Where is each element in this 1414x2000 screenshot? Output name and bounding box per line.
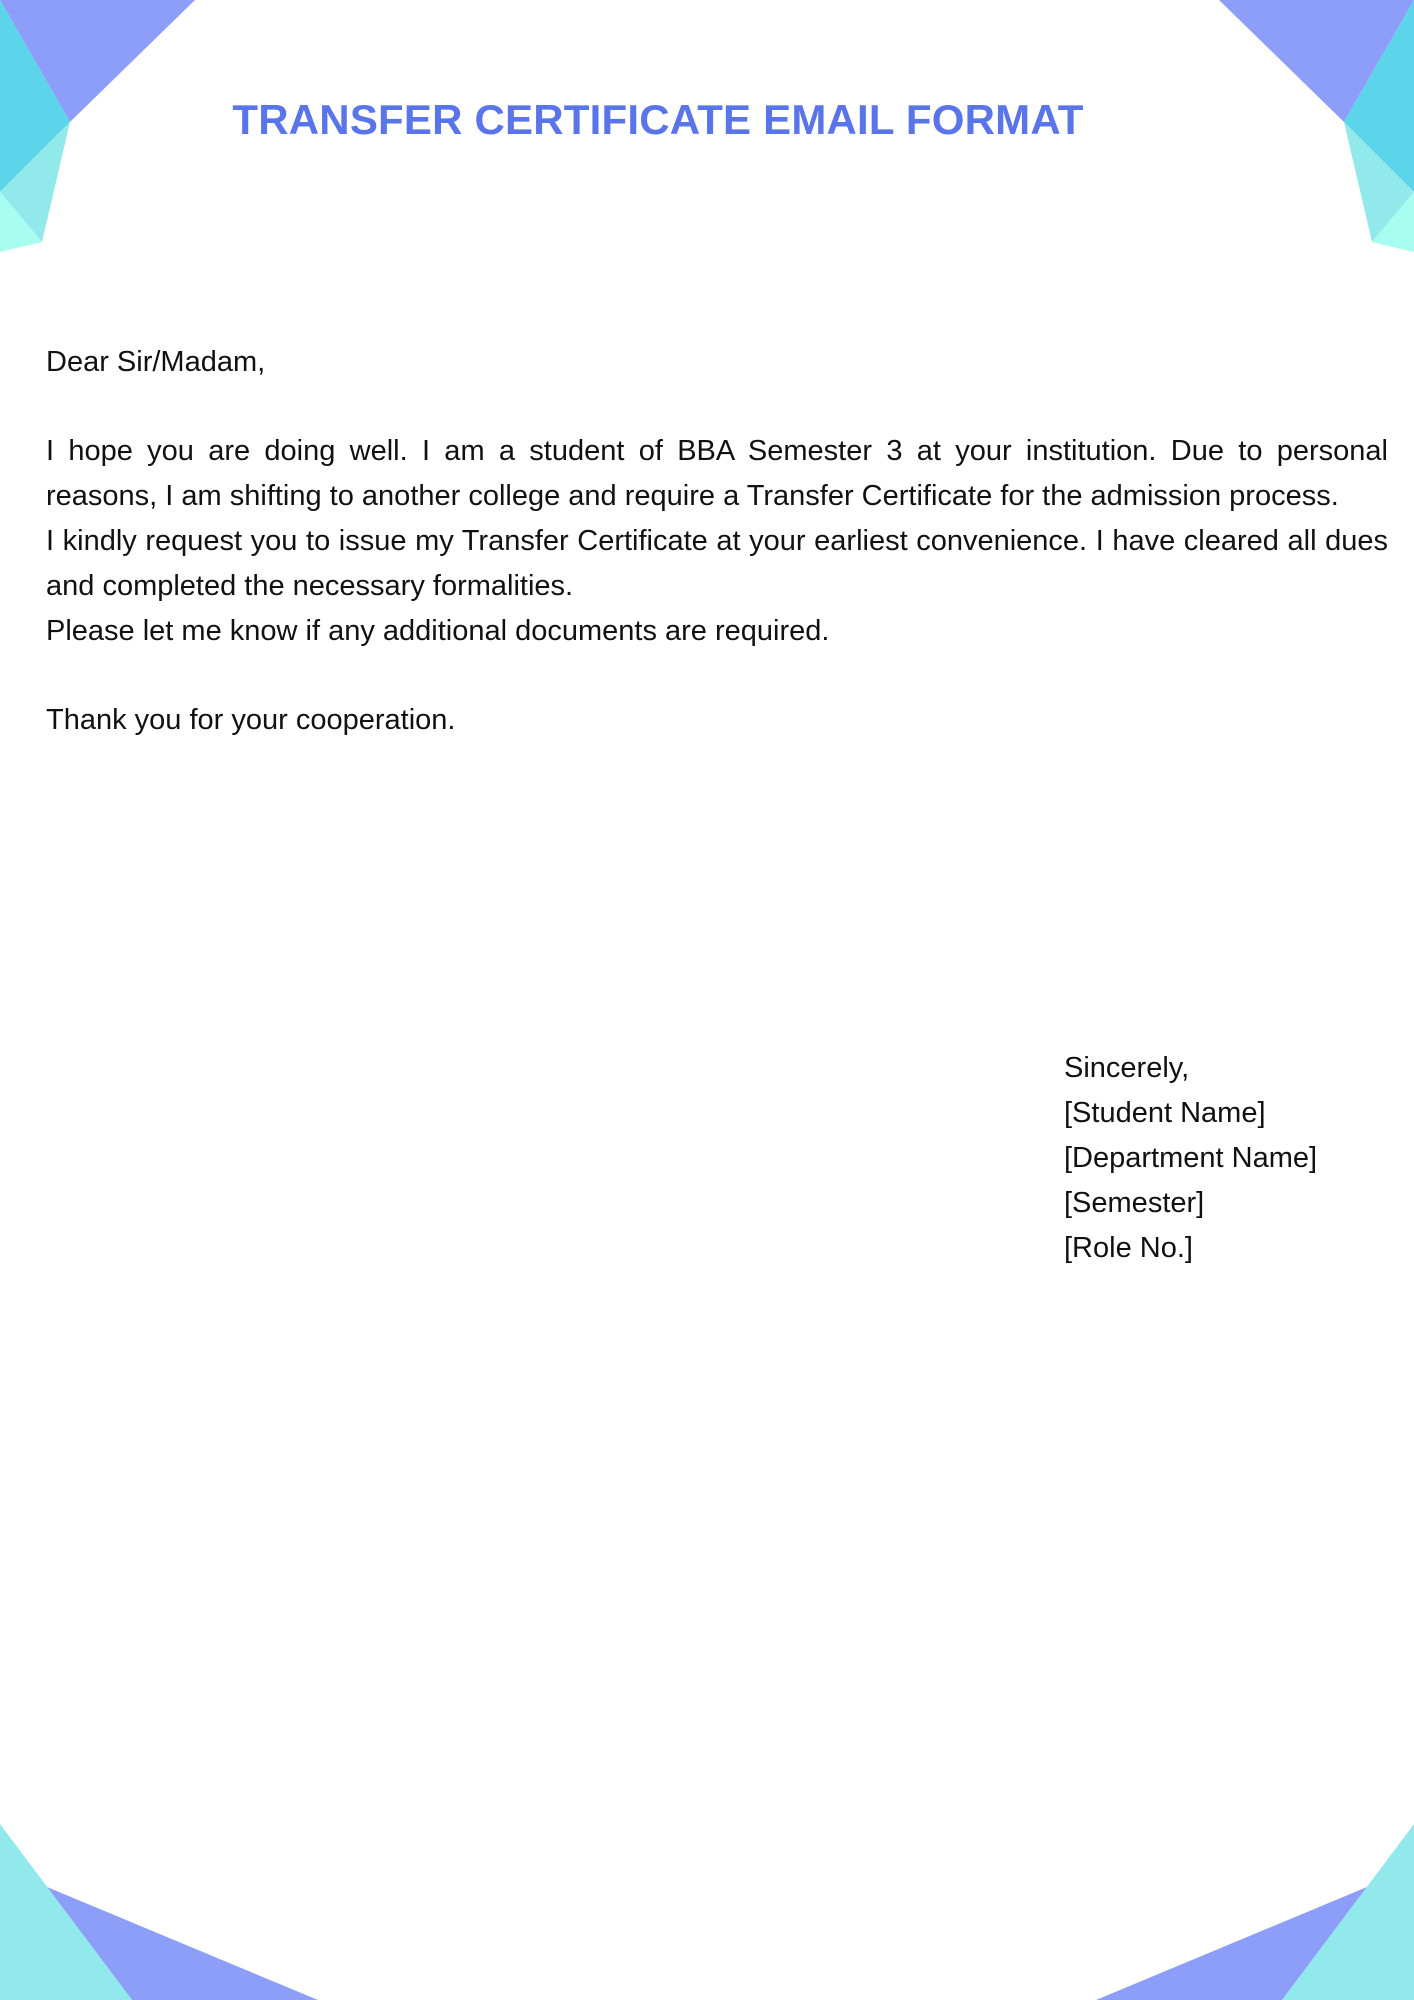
department-name: [Department Name] <box>1064 1142 1318 1174</box>
closing-line: Thank you for your cooperation. <box>46 704 456 736</box>
semester: [Semester] <box>1064 1187 1205 1219</box>
letter-body <box>46 340 1388 743</box>
salutation: Dear Sir/Madam, <box>46 346 266 378</box>
roll-number: [Role No.] <box>1064 1232 1193 1264</box>
student-name: [Student Name] <box>1064 1097 1266 1129</box>
paragraph-3: Please let me know if any additional documents are required. <box>46 615 830 647</box>
document-title: TRANSFER CERTIFICATE EMAIL FORMAT <box>232 96 1084 143</box>
paragraph-1: I hope you are doing well. I am a student of BBA Semester 3 at your institution. Due to personal reasons, I am shifting to another college and require a Transfer Certificate for the admission process. <box>46 435 1388 512</box>
bottom-right-light-triangle <box>1282 1824 1414 2000</box>
valediction: Sincerely, <box>1064 1052 1190 1084</box>
signature-block <box>1064 1046 1317 1271</box>
paragraph-2: I kindly request you to issue my Transfer Certificate at your earliest convenience. I have cleared all dues and completed the necessary formalities. <box>46 525 1388 602</box>
